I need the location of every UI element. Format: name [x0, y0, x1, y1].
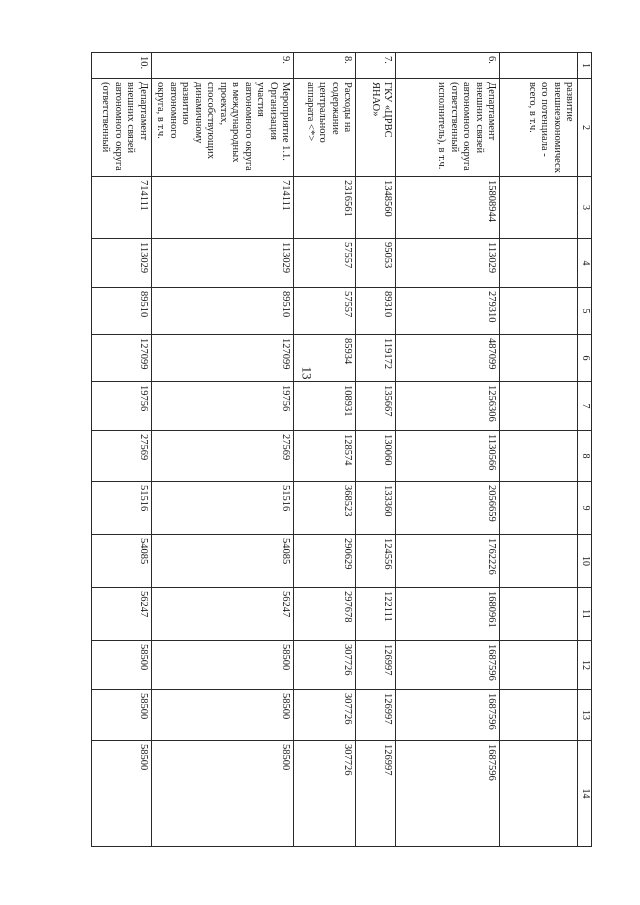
table-cell — [500, 177, 578, 239]
table-cell: 58500 — [152, 641, 295, 690]
table-cell: 108931 — [294, 382, 356, 431]
table-row — [92, 53, 152, 847]
row-label-cell: Департамент внешних связей автономного округа (ответственный — [92, 79, 152, 177]
row-number-cell: 10. — [92, 53, 152, 79]
table-cell: 133360 — [356, 482, 396, 535]
table-row — [356, 53, 396, 847]
table-cell: 124556 — [356, 535, 396, 588]
table-cell: 2316561 — [294, 177, 356, 239]
table-cell: 1130566 — [396, 431, 500, 482]
row-number-cell: 7. — [356, 53, 396, 79]
table-cell: 127099 — [92, 335, 152, 382]
table-cell: 714111 — [152, 177, 295, 239]
table-cell: 58500 — [92, 690, 152, 741]
table-cell: 54085 — [92, 535, 152, 588]
column-header: 6 — [578, 335, 592, 382]
table-cell: 95053 — [356, 239, 396, 288]
table-cell: 1762226 — [396, 535, 500, 588]
column-header: 14 — [578, 741, 592, 847]
table-cell: 19756 — [152, 382, 295, 431]
table-cell — [500, 641, 578, 690]
table-cell: 15808944 — [396, 177, 500, 239]
table-cell: 27569 — [152, 431, 295, 482]
table-row — [152, 53, 295, 847]
table-sheet — [100, 52, 592, 846]
table-cell: 126997 — [356, 690, 396, 741]
table-cell: 58500 — [152, 741, 295, 847]
table-cell: 51516 — [92, 482, 152, 535]
table-cell: 1687596 — [396, 690, 500, 741]
table-cell — [500, 431, 578, 482]
column-header: 4 — [578, 239, 592, 288]
table-cell: 290629 — [294, 535, 356, 588]
table-cell: 122111 — [356, 588, 396, 641]
table-cell: 714111 — [92, 177, 152, 239]
table-cell: 128574 — [294, 431, 356, 482]
table-cell: 58500 — [92, 641, 152, 690]
table-cell: 307726 — [294, 641, 356, 690]
table-cell: 1348560 — [356, 177, 396, 239]
table-cell: 89310 — [356, 288, 396, 335]
table-row — [396, 53, 500, 847]
table-cell — [500, 741, 578, 847]
table-cell: 1687596 — [396, 741, 500, 847]
table-cell: 135667 — [356, 382, 396, 431]
table-cell: 2056659 — [396, 482, 500, 535]
table-cell: 89510 — [92, 288, 152, 335]
table-cell: 113029 — [396, 239, 500, 288]
table-cell: 57557 — [294, 239, 356, 288]
table-cell: 1687596 — [396, 641, 500, 690]
table-cell: 130060 — [356, 431, 396, 482]
table-cell: 307726 — [294, 690, 356, 741]
table-cell: 113029 — [92, 239, 152, 288]
table-cell — [500, 690, 578, 741]
table-row — [500, 53, 578, 847]
table-cell: 126997 — [356, 641, 396, 690]
table-cell: 58500 — [92, 741, 152, 847]
rotated-table-container — [100, 52, 592, 846]
table-cell: 89510 — [152, 288, 295, 335]
table-cell: 56247 — [152, 588, 295, 641]
budget-table — [91, 52, 592, 847]
table-cell: 85934 — [294, 335, 356, 382]
table-cell: 51516 — [152, 482, 295, 535]
table-cell: 119172 — [356, 335, 396, 382]
table-cell: 57557 — [294, 288, 356, 335]
row-number-cell — [500, 53, 578, 79]
table-cell — [500, 482, 578, 535]
column-header: 8 — [578, 431, 592, 482]
row-label-cell: Мероприятие 1.1. Организация участия автономного округа в международных проектах, способствующих динамичному развитию автономного округа, в т.ч. — [152, 79, 295, 177]
table-cell — [500, 382, 578, 431]
column-header: 7 — [578, 382, 592, 431]
column-header: 3 — [578, 177, 592, 239]
column-number-row — [578, 53, 592, 847]
table-cell: 1256306 — [396, 382, 500, 431]
row-number-cell: 8. — [294, 53, 356, 79]
row-number-cell: 9. — [152, 53, 295, 79]
table-cell: 113029 — [152, 239, 295, 288]
row-label-cell: Департамент внешних связей автономного округа (ответственный исполнитель), в т.ч. — [396, 79, 500, 177]
table-cell — [500, 588, 578, 641]
table-cell: 307726 — [294, 741, 356, 847]
table-cell: 127099 — [152, 335, 295, 382]
row-label-cell: ГКУ «ЦРВС ЯНАО» — [356, 79, 396, 177]
table-cell: 126997 — [356, 741, 396, 847]
table-cell: 27569 — [92, 431, 152, 482]
table-cell: 1680961 — [396, 588, 500, 641]
column-header: 11 — [578, 588, 592, 641]
table-cell — [500, 535, 578, 588]
table-cell — [500, 335, 578, 382]
row-number-cell: 6. — [396, 53, 500, 79]
table-cell: 368523 — [294, 482, 356, 535]
column-header: 9 — [578, 482, 592, 535]
column-header: 5 — [578, 288, 592, 335]
table-cell: 487099 — [396, 335, 500, 382]
column-header: 1 — [578, 53, 592, 79]
column-header: 13 — [578, 690, 592, 741]
table-cell — [500, 239, 578, 288]
table-cell: 56247 — [92, 588, 152, 641]
column-header: 10 — [578, 535, 592, 588]
table-cell: 58500 — [152, 690, 295, 741]
row-label-cell: развитие внешнеэкономического потенциала - всего, в т.ч. — [500, 79, 578, 177]
table-cell: 19756 — [92, 382, 152, 431]
table-row — [294, 53, 356, 847]
column-header: 12 — [578, 641, 592, 690]
column-header: 2 — [578, 79, 592, 177]
row-label-cell: Расходы на содержание центрального аппарата <*> — [294, 79, 356, 177]
page-number: 13 — [299, 366, 315, 380]
table-cell — [500, 288, 578, 335]
table-cell: 297678 — [294, 588, 356, 641]
table-cell: 54085 — [152, 535, 295, 588]
table-cell: 279310 — [396, 288, 500, 335]
